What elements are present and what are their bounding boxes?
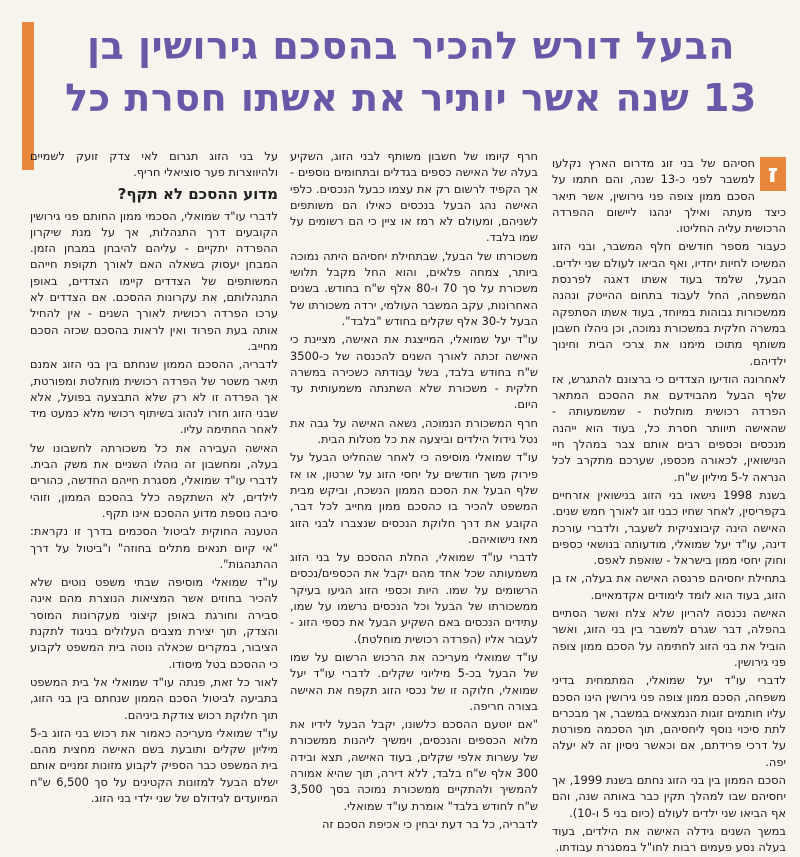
paragraph: האישה העבירה את כל משכורתה לחשבונו של בעלה, ומחשבון זה נוהלו השניים את משק הבית. לדברי עו"ד שמואלי, מסגרת חייהם החדשה, כהורים לילדים, לא השתקפה כלל בהסכם הממון, וזוהי סיבה נוספת מדוע ההסכם אינו תקף. <box>30 440 278 520</box>
paragraph: עו"ד שמואלי מעריכה כאמור את רכוש בני הזוג ב-5 מיליון שקלים ותובעת בשם האישה מחצית מהם. בית המשפט כבר הספיק לקבוע מזונות זמניים אותם ישלם הבעל למזונות הקטינים על סך 6,500 ש"ח המיועדים לגידולם של שני ילדי בני הזוג. <box>30 725 278 805</box>
paragraph: "אם יוטעם ההסכם כלשונו, יקבל הבעל לידיו את מלוא הכספים והנכסים, וימשיך ליהנות ממשכורת של עשרות אלפי שקלים, בעוד האישה, תצא ובידה 300 אלף ש"ח בלבד, ללא דירה, תוך שהיא אמורה להמשיך ולהתקיים ממשכורת נמוכה בסך 3,500 ש"ח לחודש בלבד" אומרת עו"ד שמואלי. <box>290 717 538 813</box>
paragraph: לדברי עו"ד שמואלי, הסכמי ממון החותם פני גירושין הקובעים דרך התנהלות, אך על מנת שיקרון ההפרדה יתקיים - עליהם להיבחן במבחן הזמן. המבחן יעסוק בשאלה האם לאורך תקופת חייהם המשותפים של הצדדים קיימו הצדדים, באופן התנהלותם, את עקרונות ההסכם. אם הצדדים לא ערכו הפרדה רכושית לאורך השנים - אין להחיל אותה בעת הפרוד ואין לראות בהסכם שכזה הסכם מחייב. <box>30 208 278 353</box>
paragraph: לאור כל זאת, פנתה עו"ד שמואלי אל בית המשפט בתביעה לביטול הסכם הממון שנחתם בין בני הזוג, תוך חלוקת רכוש צודקת ביניהם. <box>30 674 278 722</box>
paragraph: במשך השנים גידלה האישה את הילדים, בעוד בעלה נסע פעמים רבות לחו"ל במסגרת עבודתו. <box>552 823 786 855</box>
paragraph: ז חסיהם של בני זוג מדרום הארץ נקלעו למשבר לפני כ-13 שנה, והם חתמו על הסכם ממון צופה פני גירושין, אשר תיאר כיצד מעתה ואילך ינהגו ליישום ההפרדה הרכושית עליה החליטו. <box>552 156 786 236</box>
paragraph: משכורתו של הבעל, שבתחילת יחסיהם היתה נמוכה ביותר, צמחה פלאים, והוא החל מקבל תלושי משכורת על סך 70 ו-80 אלף ש"ח בחודש. בשנים האחרונות, עקב המשבר העולמי, ירדה משכורתו של הבעל ל-30 אלף שקלים בחודש "בלבד". <box>290 248 539 328</box>
paragraph: על בני הזוג תגרום לאי צדק זועק לשמיים ולהיווצרות פער סוציאלי חריף. <box>30 149 278 180</box>
paragraph: לדבריה, ההסכם הממון שנחתם בין בני הזוג אמנם תיאר משטר של הפרדה רכושית מוחלטת ומפורטת, אך הפרדה זו לא רק שלא התבצעה בפועל, אלא שבני הזוג חזרו לנהוג בשיתוף רכושי מלא כמעט מיד לאחר החתימה עליו. <box>30 357 278 437</box>
paragraph: עו"ד שמואלי מוסיפה כי לאחר שהחליט הבעל על פירוק משך חודשים על יחסי הזוג על שרטון, או אז שלף הבעל את הסכם הממון הנשכח, וביקש מבית המשפט להכיר בו כהסכם ממון מחייב לכל דבר, הקובע את דרך חלוקת הנכסים שנצברו לבני הזוג מאז נישואיהם. <box>290 450 538 546</box>
headline <box>58 20 764 124</box>
paragraph: הטענה החוקית לביטול הסכמים בדרך זו נקראת: "אי קיום תנאים מתלים בחוזה" ו"ביטול על דרך ההתנהגות". <box>30 524 278 571</box>
paragraph: חרף המשכורת הנמוכה, נשאה האישה על גבה את נטל גידול הילדים וביצעה את כל מטלות הבית. <box>290 415 538 447</box>
paragraph: לדבריה, כל בר דעת יבחין כי אכיפת הסכם זה <box>321 816 538 831</box>
paragraph: עו"ד יעל שמואלי, המייצגת את האישה, מציינת כי האישה זכתה לאורך השנים להכנסה של כ-3500 ש"ח בחודש בלבד, בשל עבודתה כשכירה במשרה חלקית - משכורת שלא השתנתה משמעותית עד היום. <box>290 332 538 412</box>
headline-line-1: הבעל דורש להכיר בהסכם גירושין בן <box>87 24 735 68</box>
section-subheading: מדוע ההסכם לא תקף? <box>117 184 278 203</box>
headline-line-2: 13 שנה אשר יותיר את אשתו חסרת כל <box>65 76 757 120</box>
paragraph: לאחרונה הודיעו הצדדים כי ברצונם להתגרש, אז שלף הבעל מהבוידעם את ההסכם המתאר הפרדה רכושית מוחלטת - שמשמעותה - שהאישה תיוותר חסרת כל, בעוד הוא ייהנה מנכסים וכספים רבים אותם צבר במהלך חיי הנישואין, לכאורה מכספו, שערכם מתקרב לכל הנראה ל-5 מיליון ש"ח. <box>552 371 786 484</box>
paragraph: בתחילת יחסיהם פרנסה האישה את בעלה, אז בן הזוג, בעוד הוא לומד לימודים אקדמאיים. <box>552 571 786 602</box>
paragraph: עו"ד שמואלי מעריכה את הרכוש הרשום על שמו של הבעל בכ-5 מיליוני שקלים. לדברי עו"ד יעל שמואלי, חלוקה זו של נכסי הזוג תקפח את האישה בצורה חריפה. <box>290 649 538 713</box>
paragraph: עו"ד שמואלי מוסיפה שבתי משפט נוטים שלא להכיר בחוזים אשר המציאות הנוצרת מהם אינה סבירה וחורגת באופן קיצוני מעקרונות המוסר והצדק, תוך יצירת מצבים העלולים בניגוד לתקנת הציבור, במקרים שכאלה נוטה בית המשפט לקבוע כי ההסכם בטל מיסודו. <box>30 575 278 671</box>
article-column-3 <box>30 148 278 808</box>
drop-cap: ז <box>760 157 786 191</box>
paragraph: הסכם הממון בין בני הזוג נחתם בשנת 1999, אך יחסיהם שבו למהלך תקין כבר באותה שנה, והם אף הביאו שני ילדים לעולם (כיום בני 5 ו-10). <box>552 772 786 820</box>
paragraph: לדברי עו"ד יעל שמואלי, המתמחית בדיני משפחה, הסכם ממון צופה פני גירושין הינו הסכם עליו חותמים זוגות הנמצאים במשבר, אך מבכרים לתת סיכוי נוסף ליחסיהם, תוך הסכמה מפורטת על דרכי פרידתם, אם וכאשר ניסיון זה לא יעלה יפה. <box>552 673 786 769</box>
paragraph: בשנת 1998 נישאו בני הזוג בנישואין אזרחיים בקפריסין, לאחר שחיו כבני זוג לאורך חמש שנים. האישה הינה קיבוצניקית לשעבר, ולדברי עורכת דינה, עו"ד יעל שמואלי, מודעותה בנושאי כספים וחוק יחסי ממון בישראל - שואפת לאפס. <box>552 487 786 568</box>
article-column-2 <box>290 148 538 834</box>
paragraph: כעבור מספר חודשים חלף המשבר, ובני הזוג המשיכו לחיות יחדיו, ואף הביאו לעולם שני ילדים. הבעל, שלמד בעוד אשתו דאגה לפרנסת המשפחה, החל לעבוד בתחום ההייטק ונהנה ממשכורות גבוהות במיוחד, בעוד אשתו הסתפקה במשרה חלקית במשכורת נמוכה, וכן ניהלו חשבון משותף מתוכו מימנו את צרכי הבית וחינוך ילדיהם. <box>552 239 786 368</box>
paragraph: האישה נכנסה להריון שלא צלח ואשר הסתיים בהפלה, דבר שגרם למשבר בין בני הזוג, ואשר הוביל את בני הזוג לחתימה על הסכם ממון צופה פני גירושין. <box>552 606 786 669</box>
paragraph: חרף קיומו של חשבון משותף לבני הזוג, השקיע בעלה של האישה כספים בגדלים ובתחומים נוספים - אך הקפיד לרשום רק את עצמו כבעל הנכסים. כלפי האישה נהג הבעל בנכסים כאילו הם משותפים לשניהם, ומעולם לא רמז או ציין כי הם רשומים על שמו בלבד. <box>290 149 538 245</box>
article-column-1 <box>552 155 786 857</box>
paragraph: לדברי עו"ד שמואלי, החלת ההסכם על בני הזוג משמעותה שכל אחד מהם יקבל את הכספים/נכסים הרשומים על שמו. היות וכספי הזוג הגיעו בעיקר ממשכורתו של הבעל וכל הנכסים נרשמו על שמו, עתידים הנכסים באם השקיע הבעל את כספי הזוג - לעבור אליו (הפרדה רכושית מוחלטת). <box>290 550 538 646</box>
